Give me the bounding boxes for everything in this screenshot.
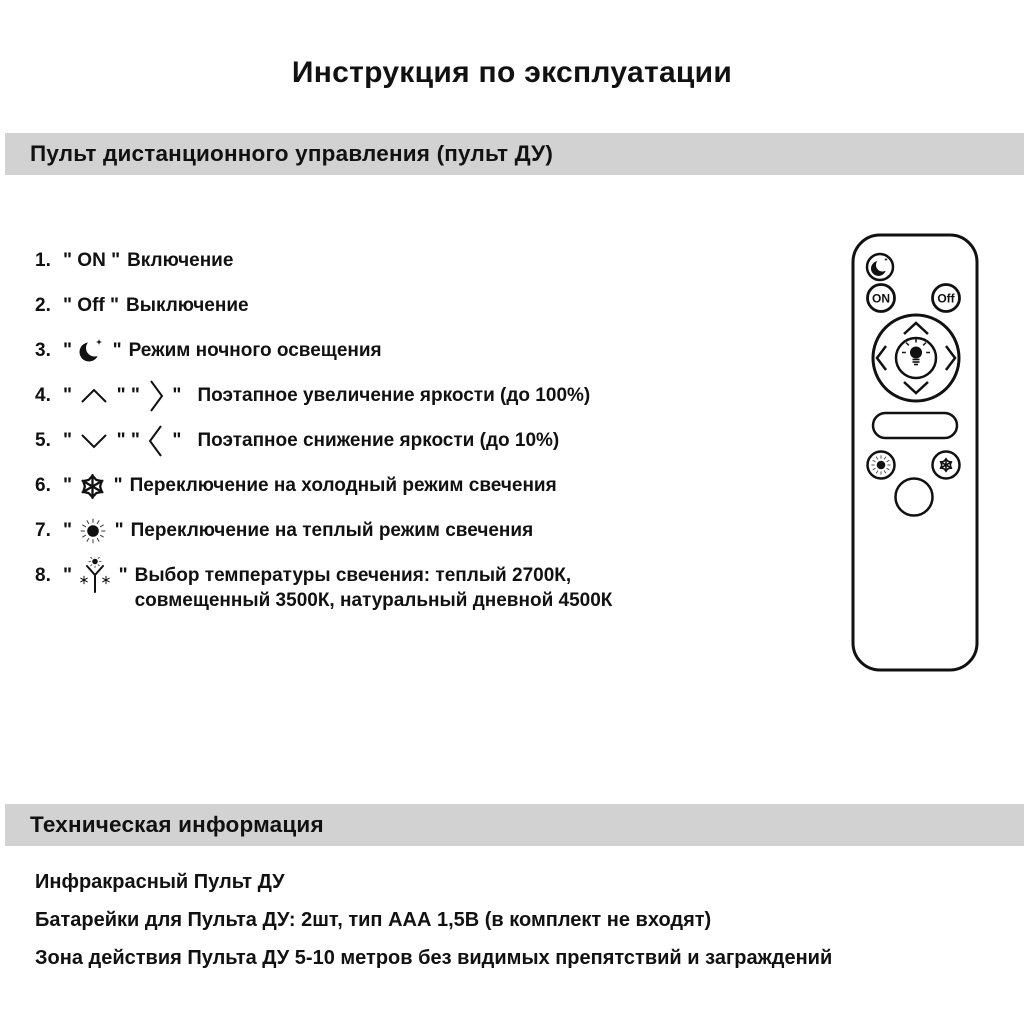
technical-info-line: Инфракрасный Пульт ДУ: [35, 871, 285, 893]
item-label: Выключение: [126, 295, 249, 316]
item-number: 7.: [35, 520, 51, 541]
chevron-right-icon: [147, 378, 165, 414]
snowflake-icon: [79, 473, 106, 500]
quote-mark: ": [63, 385, 78, 406]
item-number: 4.: [35, 385, 51, 406]
chevron-down-icon: [79, 431, 109, 451]
quote-mark: " ": [111, 385, 146, 406]
item-number: 5.: [35, 430, 51, 451]
list-item-cold-mode: [35, 473, 612, 499]
remote-pill-button: [873, 413, 957, 438]
remote-dpad: [873, 315, 959, 401]
list-item-warm-mode: [35, 518, 612, 544]
remote-temperature-select-button: [896, 479, 933, 516]
item-number: 3.: [35, 340, 51, 361]
quote-mark: ": [167, 430, 182, 451]
chevron-up-icon: [79, 386, 109, 406]
chevron-left-icon: [147, 423, 165, 459]
remote-cold-mode-button: [933, 452, 960, 479]
item-label-line1: Выбор температуры свечения: теплый 2700К,: [134, 565, 572, 586]
quote-mark: ": [109, 520, 124, 541]
remote-buttons-list: [35, 248, 612, 634]
remote-control-illustration: [845, 228, 985, 678]
list-item-brightness-down: [35, 428, 612, 454]
quote-mark: ": [63, 340, 78, 361]
technical-info-line: Батарейки для Пульта ДУ: 2шт, тип ААА 1,5В (в комплект не входят): [35, 909, 712, 931]
sun-icon: [79, 517, 107, 545]
remote-off-button: [933, 285, 960, 312]
item-label: Переключение на холодный режим свечения: [129, 475, 557, 496]
list-item-off: [35, 293, 612, 319]
quote-mark: ": [63, 475, 78, 496]
item-number: 1.: [35, 250, 51, 271]
remote-night-mode-button: [867, 254, 893, 280]
remote-warm-mode-button: [868, 452, 895, 479]
item-label: Включение: [127, 250, 234, 271]
quoted-button-name: " ON ": [63, 250, 121, 271]
quote-mark: ": [108, 475, 123, 496]
quote-mark: ": [63, 565, 78, 586]
moon-icon: [79, 337, 105, 365]
quote-mark: ": [113, 565, 128, 586]
item-number: 8.: [35, 565, 51, 586]
list-item-on: [35, 248, 612, 274]
svg-text:Off: Off: [937, 291, 955, 306]
quote-mark: " ": [111, 430, 146, 451]
item-label: Переключение на теплый режим свечения: [130, 520, 534, 541]
item-number: 6.: [35, 475, 51, 496]
item-label: Поэтапное снижение яркости (до 10%): [197, 430, 560, 451]
item-label: Поэтапное увеличение яркости (до 100%): [197, 385, 591, 406]
item-number: 2.: [35, 295, 51, 316]
quote-mark: ": [63, 430, 78, 451]
section-header-technical-label: Техническая информация: [30, 812, 324, 837]
item-label-line2: совмещенный 3500К, натуральный дневной 4500К: [134, 590, 613, 611]
quote-mark: ": [63, 520, 78, 541]
list-item-night-mode: [35, 338, 612, 364]
temperature-select-icon: [79, 557, 111, 595]
technical-info-line: Зона действия Пульта ДУ 5-10 метров без видимых препятствий и заграждений: [35, 947, 833, 969]
technical-info: [35, 869, 832, 983]
list-item-temperature-select: [35, 563, 612, 615]
section-header-remote-label: Пульт дистанционного управления (пульт ДУ): [30, 141, 554, 166]
item-label-block: [135, 563, 613, 613]
remote-on-button: [868, 285, 895, 312]
list-item-brightness-up: [35, 383, 612, 409]
section-header-technical: [5, 804, 1024, 846]
page-title: Инструкция по эксплуатации: [291, 56, 733, 89]
item-label: Режим ночного освещения: [128, 340, 382, 361]
svg-text:ON: ON: [872, 291, 890, 306]
quoted-button-name: " Off ": [63, 295, 120, 316]
quote-mark: ": [107, 340, 122, 361]
quote-mark: ": [167, 385, 182, 406]
section-header-remote: [5, 133, 1024, 175]
